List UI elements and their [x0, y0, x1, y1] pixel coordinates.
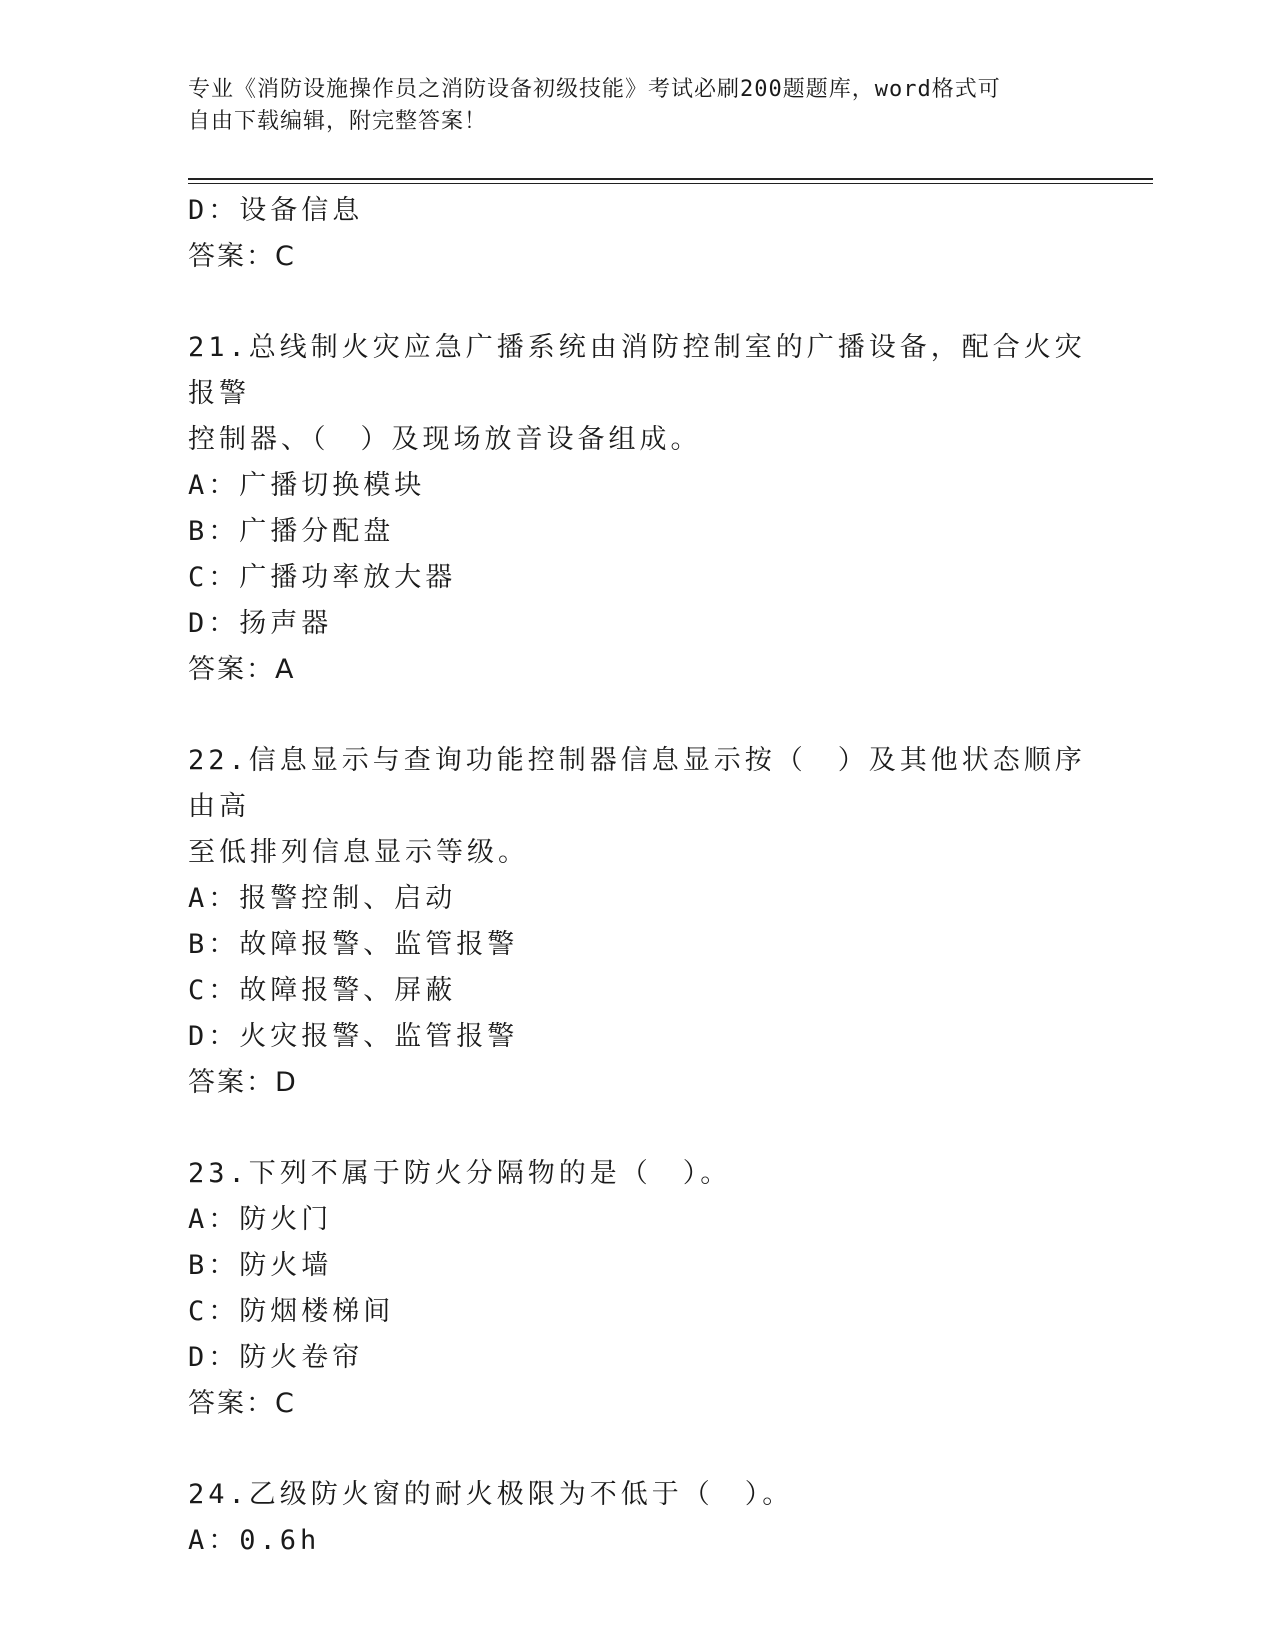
question-stem-line: 22.信息显示与查询功能控制器信息显示按（ ）及其他状态顺序由高 — [188, 745, 1086, 822]
carryover-block — [188, 188, 1108, 280]
option-c: C：广播功率放大器 — [188, 562, 457, 593]
answer-line: 答案：C — [188, 1388, 296, 1419]
option-b: B：防火墙 — [188, 1250, 333, 1281]
question-stem-line: 21.总线制火灾应急广播系统由消防控制室的广播设备，配合火灾报警 — [188, 332, 1086, 409]
option-d: D：扬声器 — [188, 608, 333, 639]
answer-line: 答案：D — [188, 1067, 298, 1098]
option-c: C：故障报警、屏蔽 — [188, 975, 457, 1006]
question-stem-line: 23.下列不属于防火分隔物的是（ ）。 — [188, 1158, 732, 1189]
option-d: D：设备信息 — [188, 195, 364, 226]
option-a: A：0.6h — [188, 1525, 321, 1556]
question-23 — [188, 1151, 1108, 1427]
header-divider-thick — [188, 178, 1153, 180]
question-24 — [188, 1472, 1108, 1564]
document-header — [188, 74, 1088, 138]
option-c: C：防烟楼梯间 — [188, 1296, 395, 1327]
header-line-2: 自由下载编辑，附完整答案！ — [188, 109, 488, 134]
option-d: D：火灾报警、监管报警 — [188, 1021, 519, 1052]
option-b: B：故障报警、监管报警 — [188, 929, 519, 960]
option-a: A：广播切换模块 — [188, 470, 426, 501]
option-b: B：广播分配盘 — [188, 516, 395, 547]
question-list — [188, 188, 1108, 1564]
option-d: D：防火卷帘 — [188, 1342, 364, 1373]
header-line-1: 专业《消防设施操作员之消防设备初级技能》考试必刷200题题库，word格式可 — [188, 77, 1001, 102]
option-a: A：报警控制、启动 — [188, 883, 457, 914]
question-21 — [188, 325, 1108, 693]
question-stem-line: 至低排列信息显示等级。 — [188, 837, 529, 868]
question-22 — [188, 738, 1108, 1106]
answer-line: 答案：C — [188, 241, 296, 272]
header-divider-thin — [188, 183, 1153, 184]
answer-line: 答案：A — [188, 654, 296, 685]
option-a: A：防火门 — [188, 1204, 333, 1235]
question-stem-line: 24.乙级防火窗的耐火极限为不低于（ ）。 — [188, 1479, 794, 1510]
question-stem-line: 控制器、（ ）及现场放音设备组成。 — [188, 424, 702, 455]
